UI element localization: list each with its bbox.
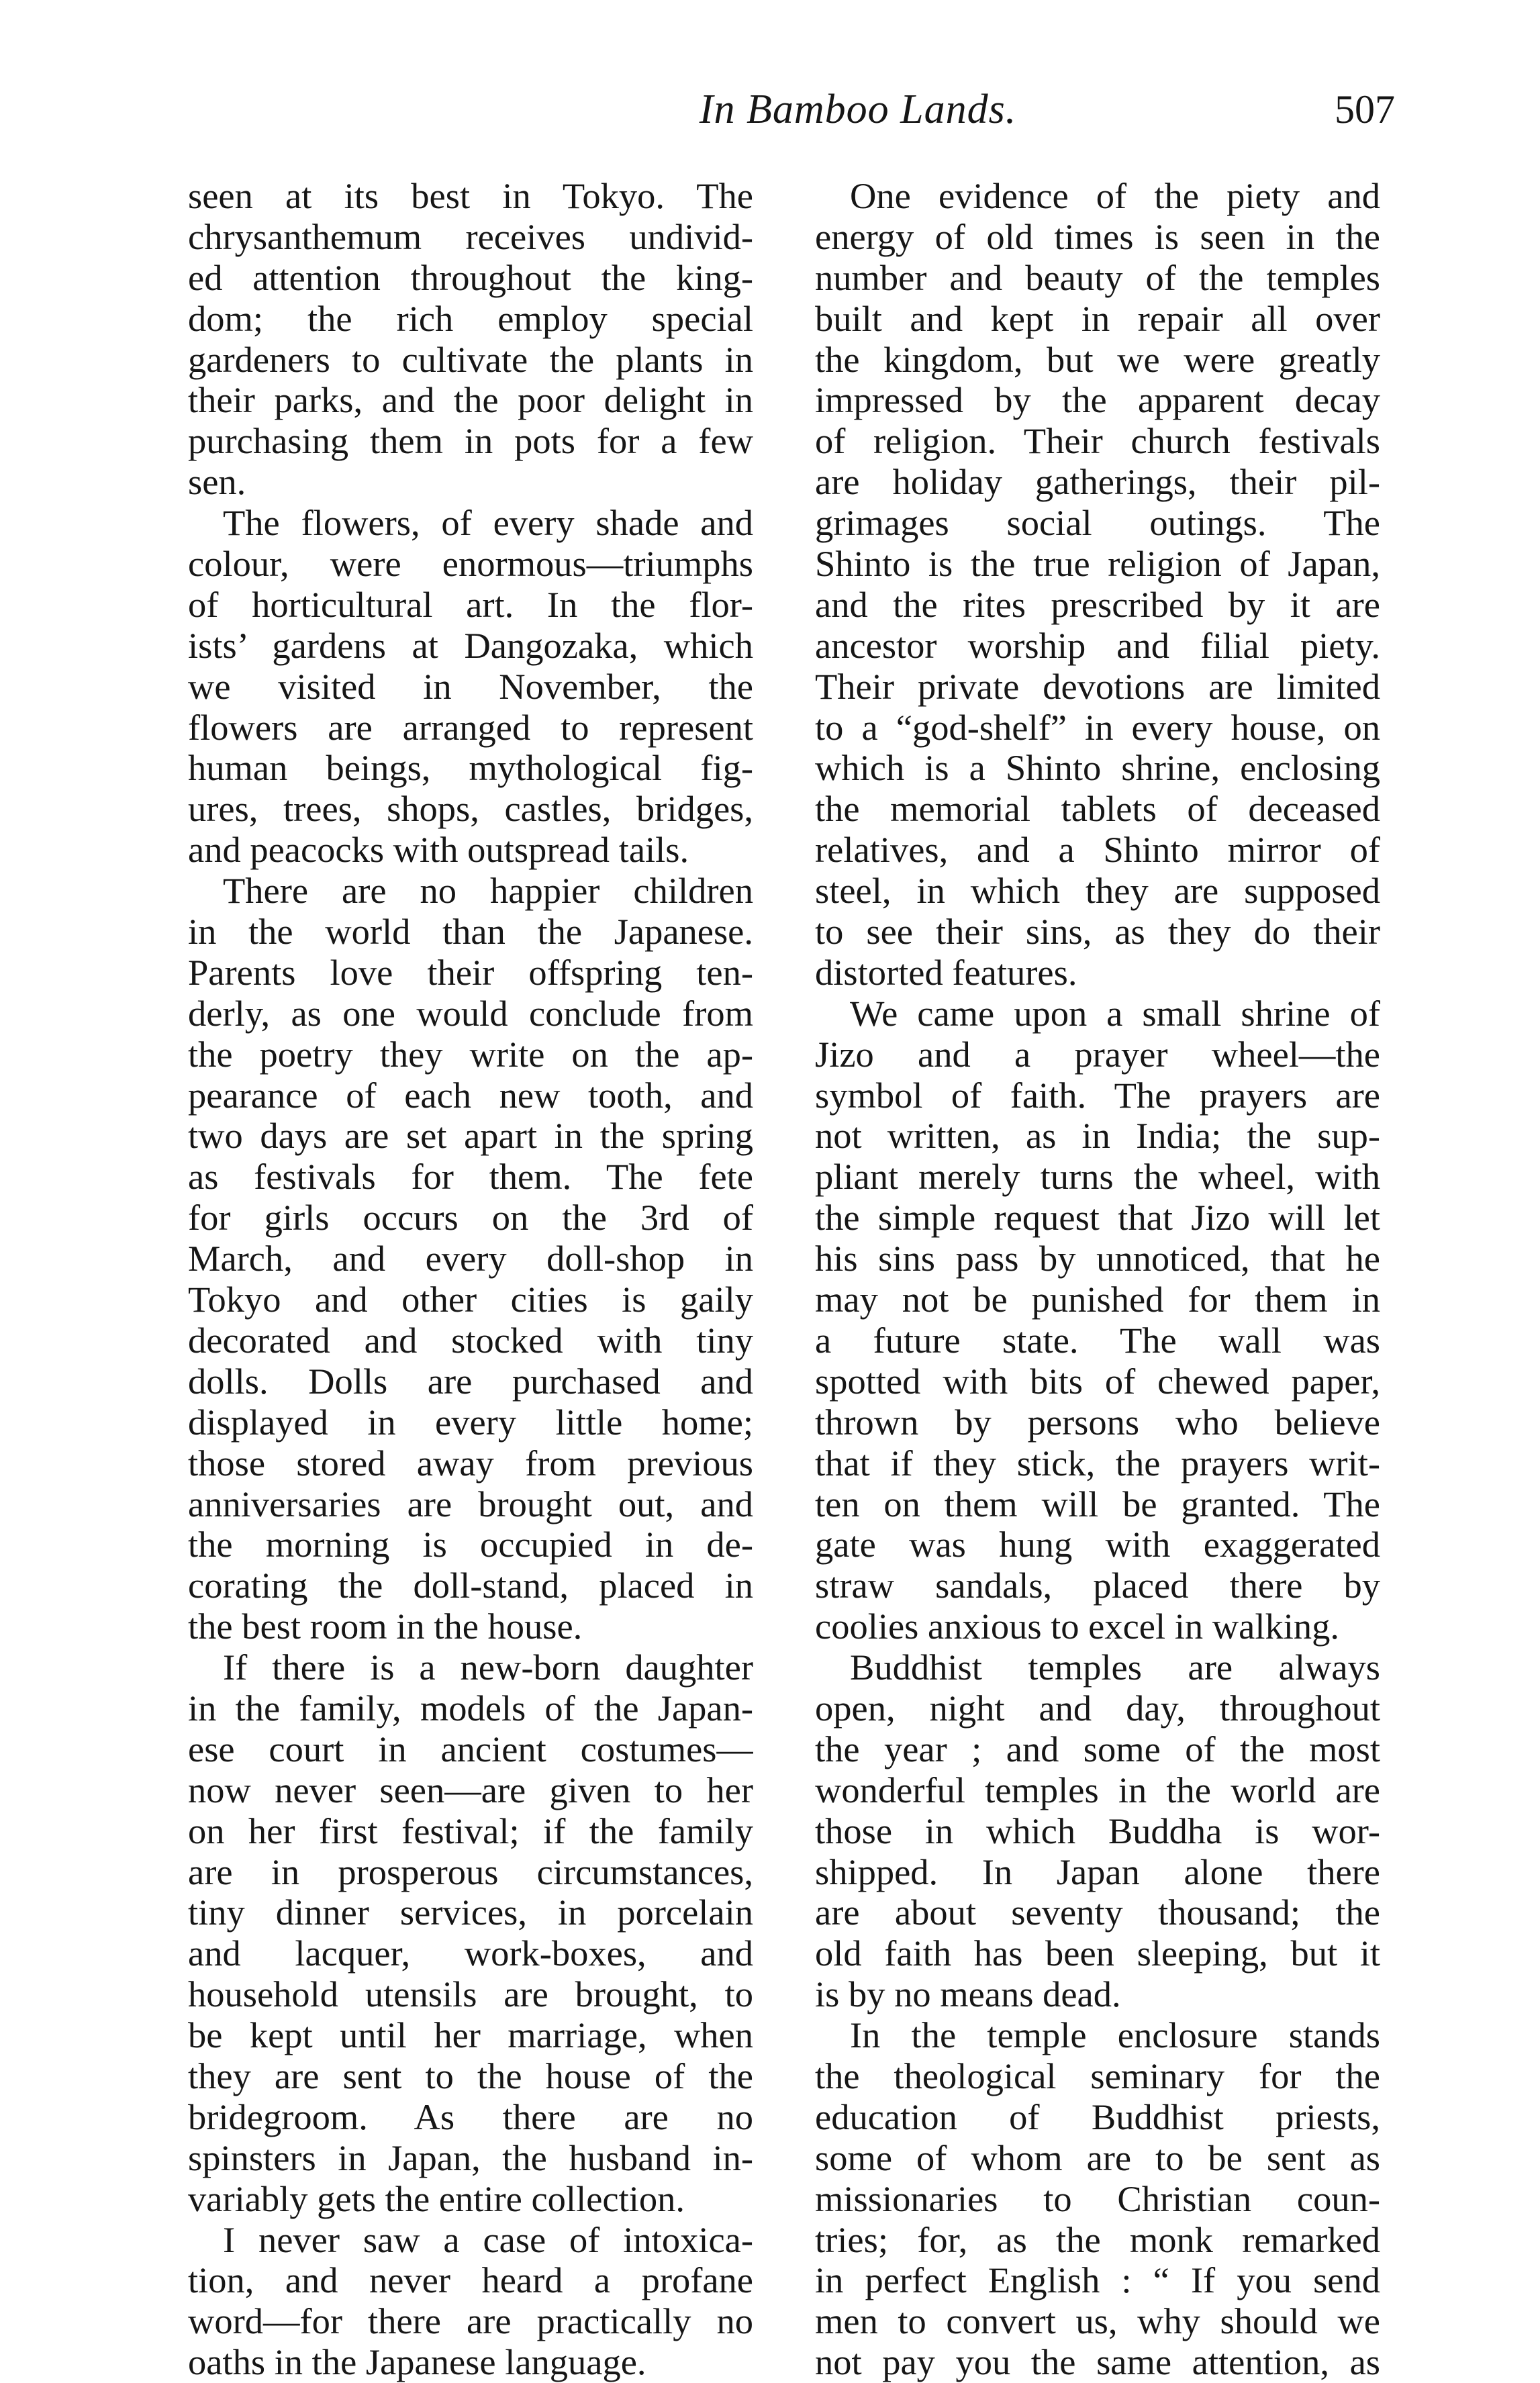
text-line: Jizo and a prayer wheel—the <box>815 1034 1380 1075</box>
page-header <box>187 79 1395 153</box>
text-line: the kingdom, but we were greatly <box>815 339 1380 380</box>
text-line: which is a Shinto shrine, enclosing <box>815 748 1380 789</box>
text-line: dom; the rich employ special <box>188 298 753 339</box>
text-line: impressed by the apparent decay <box>815 380 1380 421</box>
text-line: that if they stick, the prayers writ- <box>815 1443 1380 1484</box>
left-column <box>188 176 753 2383</box>
text-line: the poetry they write on the ap- <box>188 1034 753 1075</box>
text-line: built and kept in repair all over <box>815 298 1380 339</box>
text-line: two days are set apart in the spring <box>188 1116 753 1157</box>
text-line: derly, as one would conclude from <box>188 993 753 1034</box>
text-line: those in which Buddha is wor- <box>815 1810 1380 1851</box>
text-line: his sins pass by unnoticed, that he <box>815 1238 1380 1279</box>
text-line: not pay you the same attention, as <box>815 2342 1380 2383</box>
text-line: thrown by persons who believe <box>815 1402 1380 1443</box>
text-line: their parks, and the poor delight in <box>188 380 753 421</box>
text-line: to a “god-shelf” in every house, on <box>815 707 1380 748</box>
text-line: ed attention throughout the king- <box>188 257 753 298</box>
text-line: chrysanthemum receives undivid- <box>188 216 753 257</box>
text-line: Shinto is the true religion of Japan, <box>815 544 1380 585</box>
text-line: distorted features. <box>815 952 1077 993</box>
text-line: in the family, models of the Japan- <box>188 1688 753 1729</box>
text-line: ures, trees, shops, castles, bridges, <box>188 789 753 830</box>
text-line: We came upon a small shrine of <box>850 993 1380 1034</box>
text-line: and peacocks with outspread tails. <box>188 830 689 871</box>
text-line: Parents love their offspring ten- <box>188 952 753 993</box>
text-line: In the temple enclosure stands <box>850 2015 1380 2056</box>
text-line: displayed in every little home; <box>188 1402 753 1443</box>
page-number: 507 <box>1335 87 1395 132</box>
text-line: steel, in which they are supposed <box>815 871 1380 912</box>
text-line: we visited in November, the <box>188 666 753 707</box>
text-line: tiny dinner services, in porcelain <box>188 1892 753 1933</box>
text-line: grimages social outings. The <box>815 503 1380 544</box>
text-line: be kept until her marriage, when <box>188 2015 753 2056</box>
text-line: bridegroom. As there are no <box>188 2096 753 2137</box>
text-line: There are no happier children <box>223 871 753 912</box>
text-line: the theological seminary for the <box>815 2055 1380 2096</box>
text-line: the memorial tablets of deceased <box>815 789 1380 830</box>
text-line: pearance of each new tooth, and <box>188 1075 753 1116</box>
text-line: purchasing them in pots for a few <box>188 421 753 462</box>
text-line: gardeners to cultivate the plants in <box>188 339 753 380</box>
text-line: shipped. In Japan alone there <box>815 1851 1380 1892</box>
text-line: ten on them will be granted. The <box>815 1484 1380 1524</box>
right-column <box>815 176 1380 2383</box>
text-line: on her first festival; if the family <box>188 1810 753 1851</box>
text-line: now never seen—are given to her <box>188 1769 753 1810</box>
text-line: a future state. The wall was <box>815 1320 1380 1361</box>
text-line: the year ; and some of the most <box>815 1729 1380 1769</box>
text-line: are in prosperous circumstances, <box>188 1851 753 1892</box>
text-line: of religion. Their church festivals <box>815 421 1380 462</box>
text-line: One evidence of the piety and <box>850 176 1380 216</box>
text-line: Their private devotions are limited <box>815 666 1380 707</box>
text-line: open, night and day, throughout <box>815 1688 1380 1729</box>
text-line: the simple request that Jizo will let <box>815 1198 1380 1238</box>
text-line: is by no means dead. <box>815 1974 1121 2015</box>
text-line: word—for there are practically no <box>188 2301 753 2342</box>
text-line: gate was hung with exaggerated <box>815 1524 1380 1565</box>
text-line: some of whom are to be sent as <box>815 2137 1380 2178</box>
text-line: ancestor worship and filial piety. <box>815 625 1380 666</box>
text-line: If there is a new-born daughter <box>223 1647 753 1688</box>
text-line: spotted with bits of chewed paper, <box>815 1361 1380 1402</box>
text-line: in perfect English : “ If you send <box>815 2260 1380 2301</box>
text-line: education of Buddhist priests, <box>815 2096 1380 2137</box>
text-line: and lacquer, work-boxes, and <box>188 1933 753 1974</box>
text-line: they are sent to the house of the <box>188 2055 753 2096</box>
text-line: decorated and stocked with tiny <box>188 1320 753 1361</box>
text-line: ese court in ancient costumes— <box>188 1729 753 1769</box>
text-line: coolies anxious to excel in walking. <box>815 1606 1339 1647</box>
text-line: anniversaries are brought out, and <box>188 1484 753 1524</box>
text-line: as festivals for them. The fete <box>188 1157 753 1198</box>
text-line: in the world than the Japanese. <box>188 912 753 953</box>
text-line: the best room in the house. <box>188 1606 583 1647</box>
text-line: for girls occurs on the 3rd of <box>188 1198 753 1238</box>
text-line: missionaries to Christian coun- <box>815 2178 1380 2219</box>
text-line: March, and every doll-shop in <box>188 1238 753 1279</box>
text-line: and the rites prescribed by it are <box>815 584 1380 625</box>
text-line: those stored away from previous <box>188 1443 753 1484</box>
text-line: The flowers, of every shade and <box>223 503 753 544</box>
text-line: number and beauty of the temples <box>815 257 1380 298</box>
text-line: to see their sins, as they do their <box>815 912 1380 953</box>
text-line: are holiday gatherings, their pil- <box>815 462 1380 503</box>
text-line: flowers are arranged to represent <box>188 707 753 748</box>
text-line: Tokyo and other cities is gaily <box>188 1279 753 1320</box>
text-line: household utensils are brought, to <box>188 1974 753 2015</box>
text-line: tries; for, as the monk remarked <box>815 2219 1380 2260</box>
text-line: old faith has been sleeping, but it <box>815 1933 1380 1974</box>
text-line: seen at its best in Tokyo. The <box>188 176 753 216</box>
text-line: sen. <box>188 462 246 503</box>
text-line: ists’ gardens at Dangozaka, which <box>188 625 753 666</box>
text-line: human beings, mythological fig- <box>188 748 753 789</box>
text-line: symbol of faith. The prayers are <box>815 1075 1380 1116</box>
text-line: may not be punished for them in <box>815 1279 1380 1320</box>
text-line: straw sandals, placed there by <box>815 1565 1380 1606</box>
text-line: relatives, and a Shinto mirror of <box>815 830 1380 871</box>
text-line: tion, and never heard a profane <box>188 2260 753 2301</box>
text-line: men to convert us, why should we <box>815 2301 1380 2342</box>
running-title: In Bamboo Lands. <box>699 87 1017 132</box>
text-line: oaths in the Japanese language. <box>188 2342 646 2383</box>
text-line: of horticultural art. In the flor- <box>188 584 753 625</box>
text-line: dolls. Dolls are purchased and <box>188 1361 753 1402</box>
text-line: pliant merely turns the wheel, with <box>815 1157 1380 1198</box>
text-line: energy of old times is seen in the <box>815 216 1380 257</box>
text-line: variably gets the entire collection. <box>188 2178 685 2219</box>
text-line: the morning is occupied in de- <box>188 1524 753 1565</box>
text-line: wonderful temples in the world are <box>815 1769 1380 1810</box>
text-line: spinsters in Japan, the husband in- <box>188 2137 753 2178</box>
text-line: Buddhist temples are always <box>850 1647 1380 1688</box>
text-line: colour, were enormous—triumphs <box>188 544 753 585</box>
text-line: corating the doll-stand, placed in <box>188 1565 753 1606</box>
text-line: I never saw a case of intoxica- <box>223 2219 753 2260</box>
text-line: are about seventy thousand; the <box>815 1892 1380 1933</box>
text-line: not written, as in India; the sup- <box>815 1116 1380 1157</box>
